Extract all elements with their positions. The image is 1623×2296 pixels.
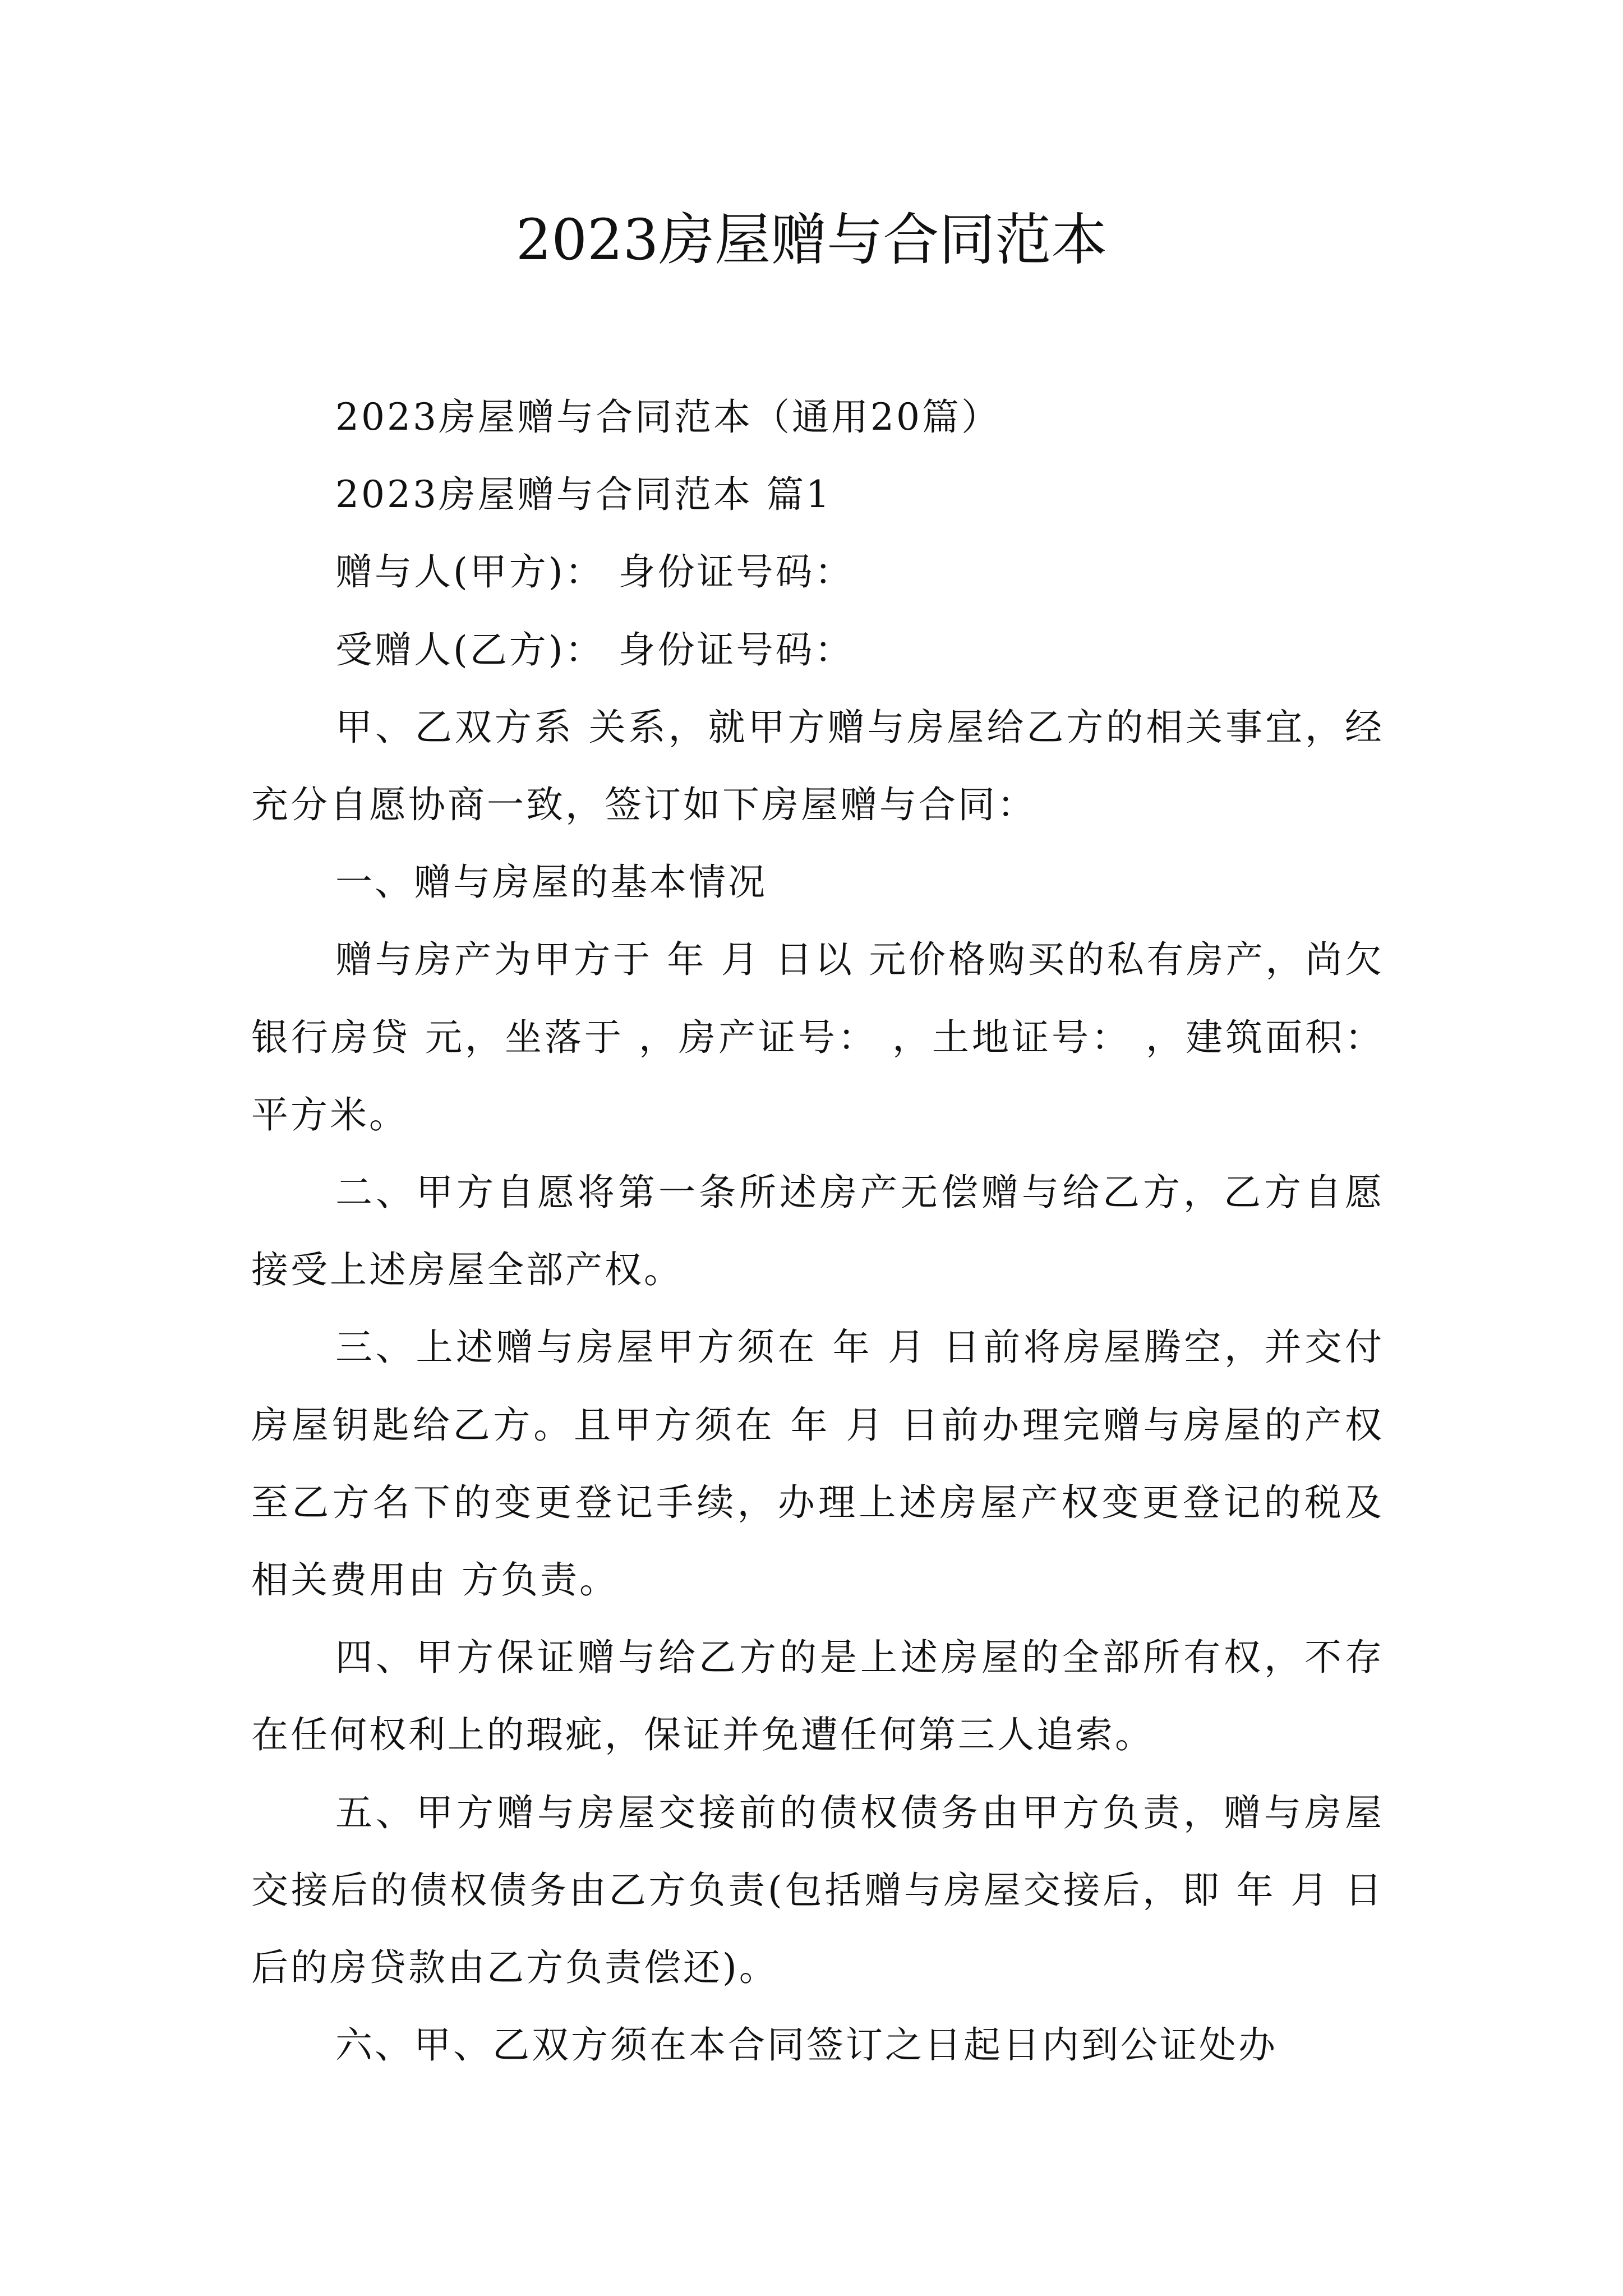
paragraph-donee: 受赠人(乙方)： 身份证号码： — [335, 628, 854, 671]
paragraph-clause-4: 四、甲方保证赠与给乙方的是上述房屋的全部所有权，不存在任何权利上的瑕疵，保证并免遭任何第三人追索。 — [251, 1636, 1384, 1757]
paragraph-clause-1-body: 赠与房产为甲方于 年 月 日以 元价格购买的私有房产，尚欠 银行房贷 元，坐落于 ，房产证号： ，土地证号： ，建筑面积： 平方米。 — [251, 938, 1384, 1137]
document-title: 2023房屋赠与合同范本 — [515, 207, 1108, 273]
paragraph-section-heading: 2023房屋赠与合同范本 篇1 — [335, 473, 832, 517]
paragraph-clause-2: 二、甲方自愿将第一条所述房产无偿赠与给乙方，乙方自愿接受上述房屋全部产权。 — [251, 1171, 1384, 1292]
paragraph-donor: 赠与人(甲方)： 身份证号码： — [335, 550, 854, 594]
paragraph-preamble: 甲、乙双方系 关系，就甲方赠与房屋给乙方的相关事宜，经充分自愿协商一致，签订如下房屋赠与合同： — [251, 705, 1384, 827]
paragraph-clause-5: 五、甲方赠与房屋交接前的债权债务由甲方负责，赠与房屋交接后的债权债务由乙方负责(包括赠与房屋交接后，即 年 月 日后的房贷款由乙方负责偿还)。 — [251, 1791, 1384, 1990]
paragraph-clause-3: 三、上述赠与房屋甲方须在 年 月 日前将房屋腾空，并交付房屋钥匙给乙方。且甲方须在 年 月 日前办理完赠与房屋的产权至乙方名下的变更登记手续，办理上述房屋产权变更登记的税及相关费用由 方负责。 — [251, 1326, 1384, 1602]
paragraph-clause-1-heading: 一、赠与房屋的基本情况 — [335, 861, 767, 904]
paragraph-subtitle: 2023房屋赠与合同范本（通用20篇） — [335, 395, 1000, 439]
paragraph-clause-6: 六、甲、乙双方须在本合同签订之日起日内到公证处办 — [335, 2023, 1278, 2067]
document-body — [251, 379, 1384, 2084]
